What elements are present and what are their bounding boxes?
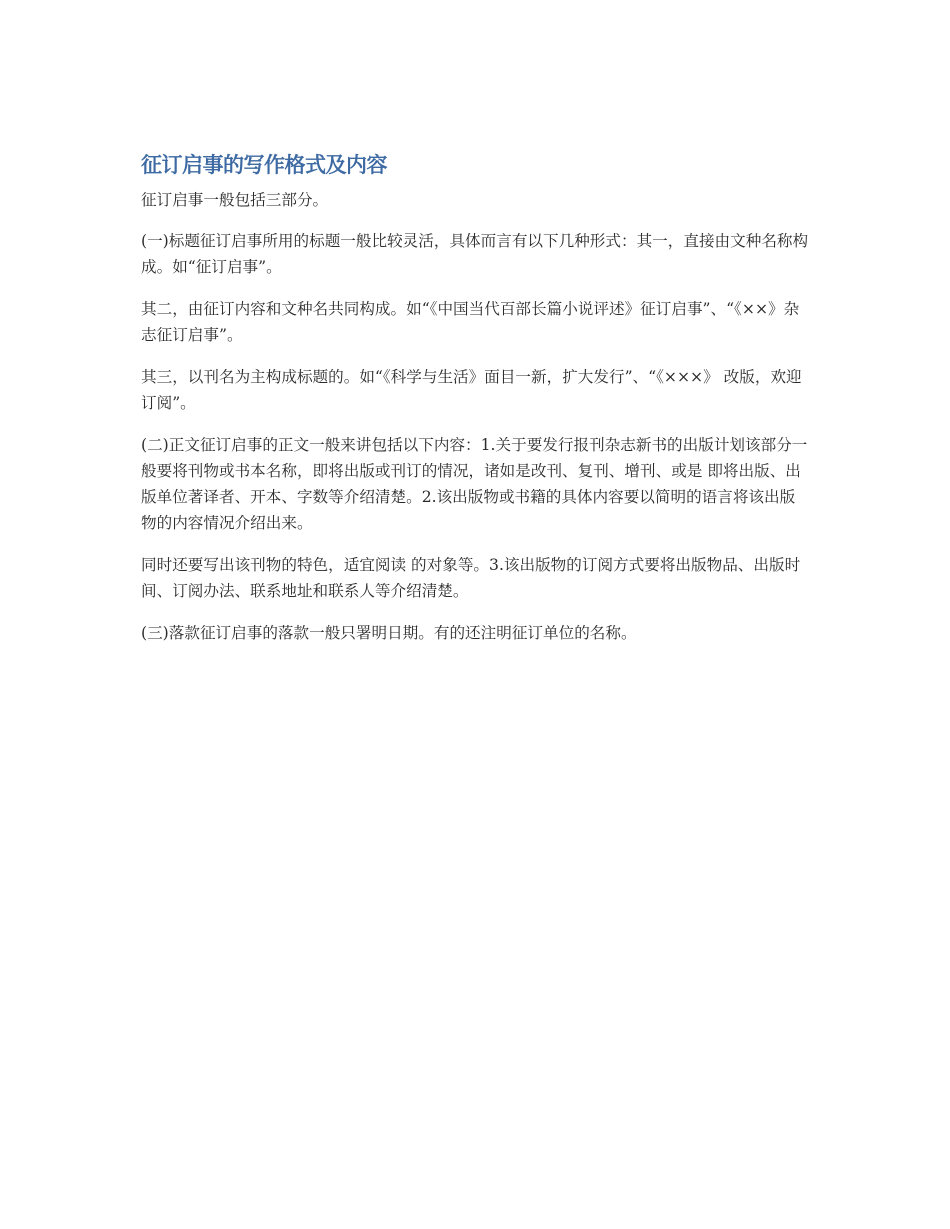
paragraph-title-form-two: 其二，由征订内容和文种名共同构成。如“《中国当代百部长篇小说评述》征订启事”、“《××》杂志征订启事”。 [141,300,800,344]
paragraph-intro: 征订启事一般包括三部分。 [141,191,329,209]
paragraph-signature-section: (三)落款征订启事的落款一般只署明日期。有的还注明征订单位的名称。 [141,624,637,642]
paragraph-title-form-three: 其三，以刊名为主构成标题的。如“《科学与生活》面目一新，扩大发行”、“《×××》 改版，欢迎订阅”。 [141,368,802,412]
paragraph-body-section: (二)正文征订启事的正文一般来讲包括以下内容：1.关于要发行报刊杂志新书的出版计划该部分一般要将刊物或书本名称，即将出版或刊订的情况，诸如是改刊、复刊、增刊、或是 即将出版、出版单位著译者、开本、字数等介绍清楚。2.该出版物或书籍的具体内容要以简明的语言将该出版物的内容情况介绍出来。 [141,436,808,532]
document-page [141,150,809,662]
paragraph-title-section: (一)标题征订启事所用的标题一般比较灵活，具体而言有以下几种形式：其一，直接由文种名称构成。如“征订启事”。 [141,232,809,276]
paragraph-body-continued: 同时还要写出该刊物的特色，适宜阅读 的对象等。3.该出版物的订阅方式要将出版物品、出版时间、订阅办法、联系地址和联系人等介绍清楚。 [141,556,801,600]
page-title: 征订启事的写作格式及内容 [141,153,387,177]
